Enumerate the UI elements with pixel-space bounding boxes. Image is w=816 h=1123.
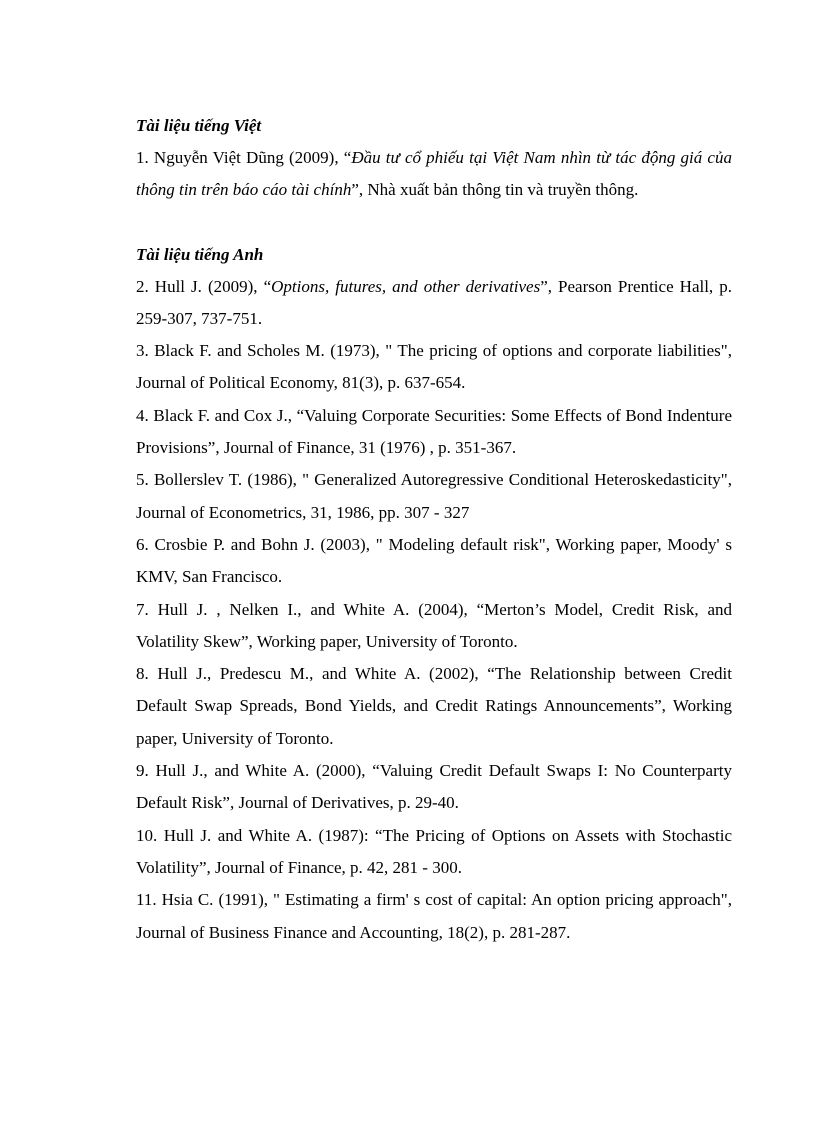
reference-suffix: ”, Nhà xuất bản thông tin và truyền thông. (351, 180, 639, 200)
reference-item-9: 9. Hull J., and White A. (2000), “Valuing Credit Default Swaps I: No Counterparty Default Risk”, Journal of Derivatives, p. 29-40. (136, 761, 732, 813)
reference-item-5: 5. Bollerslev T. (1986), " Generalized Autoregressive Conditional Heteroskedasticity", Journal of Econometrics, 31, 1986, pp. 307 - 327 (136, 470, 732, 522)
reference-item-8: 8. Hull J., Predescu M., and White A. (2002), “The Relationship between Credit Default Swap Spreads, Bond Yields, and Credit Ratings Announcements”, Working paper, University of Toronto. (136, 664, 732, 748)
reference-suffix: ”, Pearson Prentice Hall, p. 259-307, 737-751. (136, 276, 732, 328)
reference-item-10: 10. Hull J. and White A. (1987): “The Pricing of Options on Assets with Stochastic Volatility”, Journal of Finance, p. 42, 281 - 300. (136, 825, 732, 877)
section-heading-vietnamese: Tài liệu tiếng Việt (136, 116, 262, 135)
reference-item-2 (136, 271, 732, 336)
reference-item-7: 7. Hull J. , Nelken I., and White A. (2004), “Merton’s Model, Credit Risk, and Volatility Skew”, Working paper, University of Toronto. (136, 599, 732, 651)
reference-prefix: 2. Hull J. (2009), “ (136, 276, 272, 296)
reference-italic-title: Options, futures, and other derivatives (271, 276, 541, 296)
reference-item-6: 6. Crosbie P. and Bohn J. (2003), " Modeling default risk", Working paper, Moody' s KMV, San Francisco. (136, 534, 732, 587)
reference-prefix: 1. Nguyễn Việt Dũng (2009), “ (136, 148, 352, 167)
reference-item-4: 4. Black F. and Cox J., “Valuing Corporate Securities: Some Effects of Bond Indenture Provisions”, Journal of Finance, 31 (1976) , p. 351-367. (136, 405, 732, 458)
reference-item-11: 11. Hsia C. (1991), " Estimating a firm' s cost of capital: An option pricing approach", Journal of Business Finance and Accounting, 18(2), p. 281-287. (136, 890, 732, 942)
reference-item-3: 3. Black F. and Scholes M. (1973), " The pricing of options and corporate liabilities", Journal of Political Economy, 81(3), p. 637-654. (136, 341, 732, 393)
reference-item-1 (136, 142, 732, 207)
reference-italic-title: Đầu tư cổ phiếu tại Việt Nam nhìn từ tác động giá của thông tin trên báo cáo tài chính (136, 148, 732, 200)
reference-page (136, 110, 732, 949)
section-heading-english: Tài liệu tiếng Anh (136, 244, 264, 264)
